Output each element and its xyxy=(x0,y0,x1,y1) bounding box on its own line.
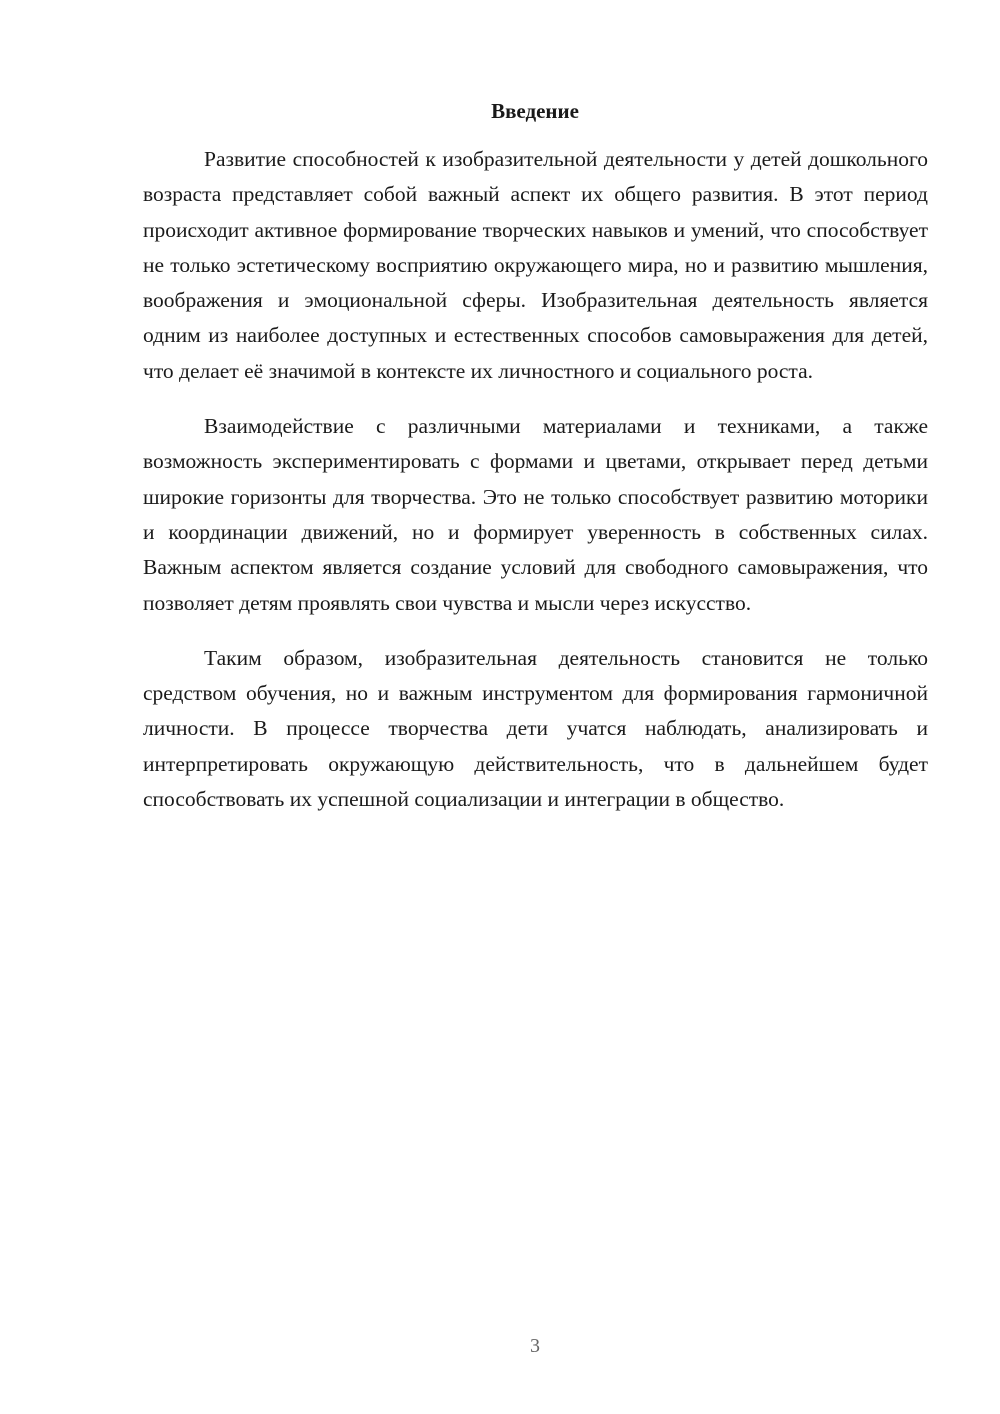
section-heading: Введение xyxy=(491,99,579,123)
paragraph-1: Развитие способностей к изобразительной деятельности у детей дошкольного возраста представляет собой важный аспект их общего развития. В этот период происходит активное формирование творческих навыков и умений, что способствует не только эстетическому восприятию окружающего мира, но и развитию мышления, воображения и эмоциональной сферы. Изобразительная деятельность является одним из наиболее доступных и естественных способов самовыражения для детей, что делает её значимой в контексте их личностного и социального роста. xyxy=(143,147,928,383)
paragraph-2: Взаимодействие с различными материалами и техниками, а также возможность экспериментировать с формами и цветами, открывает перед детьми широкие горизонты для творчества. Это не только способствует развитию моторики и координации движений, но и формирует уверенность в собственных силах. Важным аспектом является создание условий для свободного самовыражения, что позволяет детям проявлять свои чувства и мысли через искусство. xyxy=(143,414,928,615)
page-number: 3 xyxy=(530,1335,540,1357)
body-text xyxy=(143,142,928,837)
paragraph-3: Таким образом, изобразительная деятельность становится не только средством обучения, но и важным инструментом для формирования гармоничной личности. В процессе творчества дети учатся наблюдать, анализировать и интерпретировать окружающую действительность, что в дальнейшем будет способствовать их успешной социализации и интеграции в общество. xyxy=(143,645,928,812)
